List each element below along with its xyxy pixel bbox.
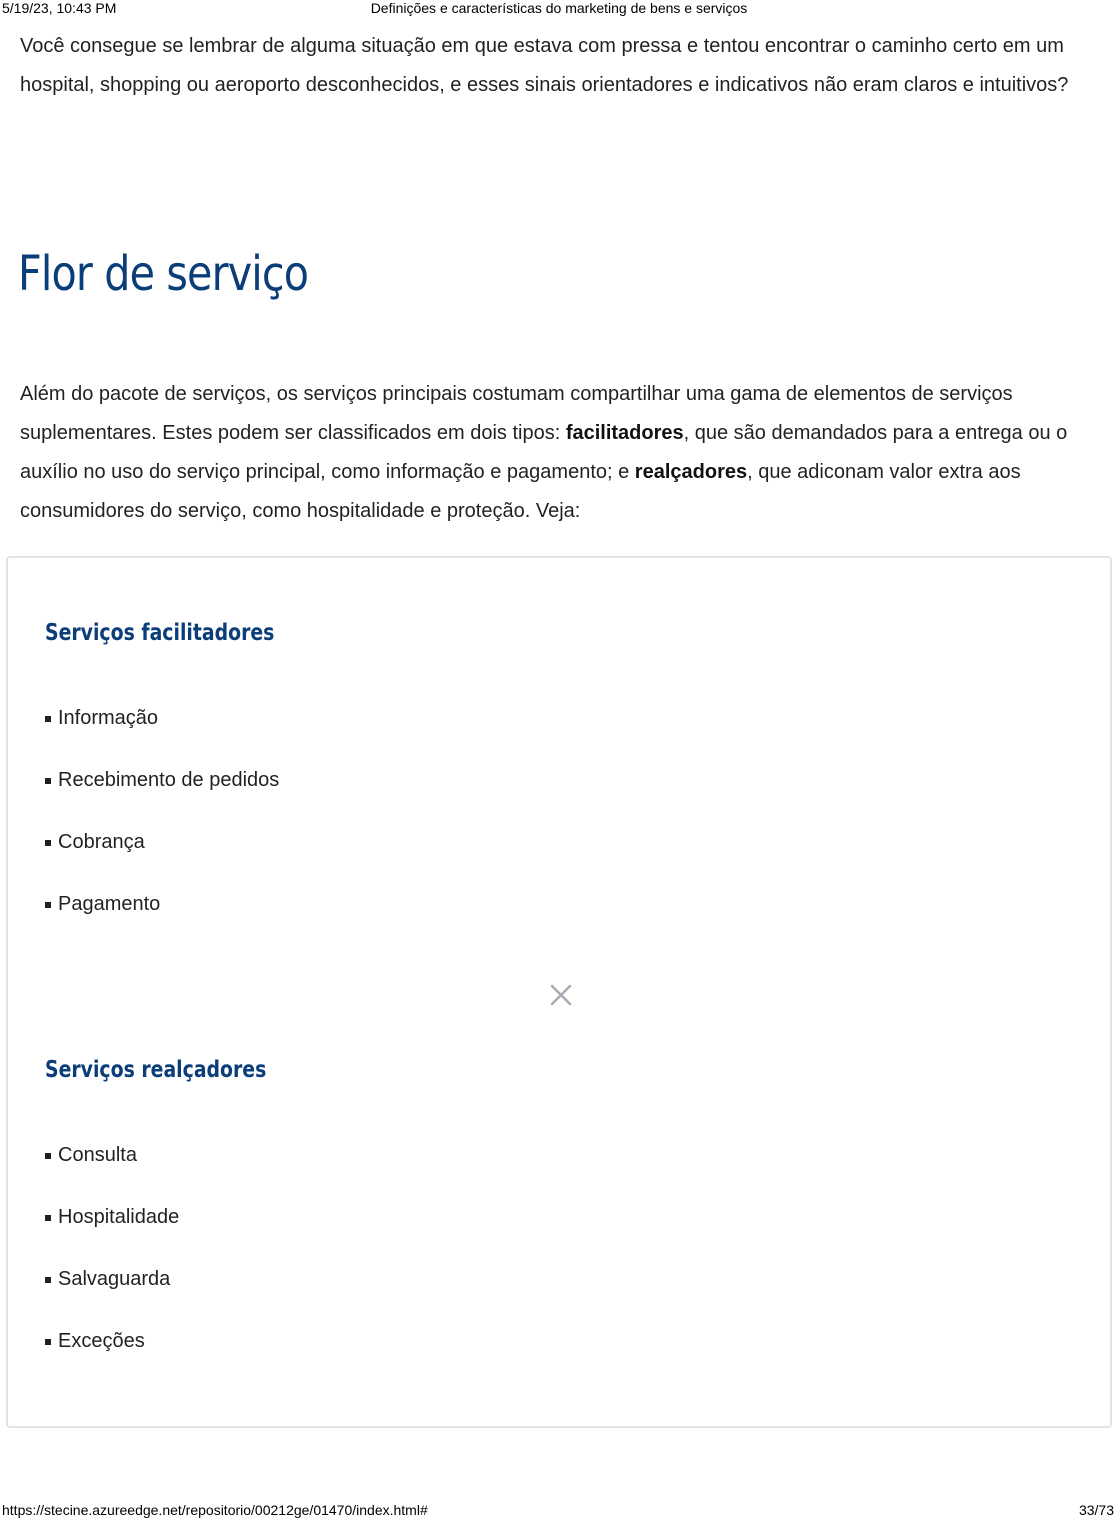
print-footer: [0, 1502, 1118, 1520]
list-item: [45, 700, 279, 762]
close-button[interactable]: [546, 980, 576, 1010]
bold-term-facilitadores: facilitadores: [565, 422, 684, 444]
list-item-label: Informação: [58, 707, 159, 729]
list-item-label: Recebimento de pedidos: [58, 769, 280, 791]
list-item: [45, 1261, 179, 1323]
list-item-label: Salvaguarda: [58, 1268, 171, 1290]
bold-term-realcadores: realçadores: [634, 461, 748, 483]
list-item: [45, 824, 279, 886]
realcadores-list: [45, 1137, 179, 1385]
facilitadores-list: [45, 700, 279, 948]
bullet-icon: [45, 902, 51, 908]
bullet-icon: [45, 840, 51, 846]
list-item: [45, 1137, 179, 1199]
page-number: 33/73: [1078, 1502, 1114, 1518]
section-heading: Flor de serviço: [18, 246, 309, 302]
list-item: [45, 1323, 179, 1385]
list-item: [45, 762, 279, 824]
card-title-realcadores: Serviços realçadores: [45, 1057, 267, 1083]
close-icon: [546, 980, 576, 1010]
list-item: [45, 1199, 179, 1261]
list-item-label: Hospitalidade: [58, 1206, 180, 1228]
card-title-facilitadores: Serviços facilitadores: [45, 620, 275, 646]
list-item-label: Consulta: [58, 1144, 137, 1166]
services-card: [6, 556, 1112, 1428]
list-item-label: Cobrança: [58, 831, 145, 853]
print-url: https://stecine.azureedge.net/repositorio/00212ge/01470/index.html#: [2, 1502, 428, 1518]
list-item: [45, 886, 279, 948]
bullet-icon: [45, 778, 51, 784]
section-paragraph: [20, 375, 1090, 531]
bullet-icon: [45, 716, 51, 722]
bullet-icon: [45, 1215, 51, 1221]
bullet-icon: [45, 1339, 51, 1345]
intro-paragraph: Você consegue se lembrar de alguma situação em que estava com pressa e tentou encontrar o caminho certo em um hospital, shopping ou aeroporto desconhecidos, e esses sinais orientadores e indicativos não eram claros e intuitivos?: [20, 35, 1069, 96]
bullet-icon: [45, 1277, 51, 1283]
paragraph-text: , que são demandados para a entrega ou o auxílio no uso do serviço principal, como informação e pagamento; e: [20, 422, 1068, 483]
bullet-icon: [45, 1153, 51, 1159]
paragraph-text: , que adiconam valor extra aos consumidores do serviço, como hospitalidade e proteção. Veja:: [20, 461, 1021, 522]
list-item-label: Pagamento: [58, 893, 161, 915]
print-datetime: 5/19/23, 10:43 PM: [2, 0, 117, 16]
paragraph-text: Além do pacote de serviços, os serviços principais costumam compartilhar uma gama de elementos de serviços suplementares. Estes podem ser classificados em dois tipos:: [20, 383, 1013, 444]
print-document-title: Definições e características do marketing de bens e serviços: [370, 0, 748, 16]
print-header: [0, 0, 1118, 18]
list-item-label: Exceções: [58, 1330, 145, 1352]
